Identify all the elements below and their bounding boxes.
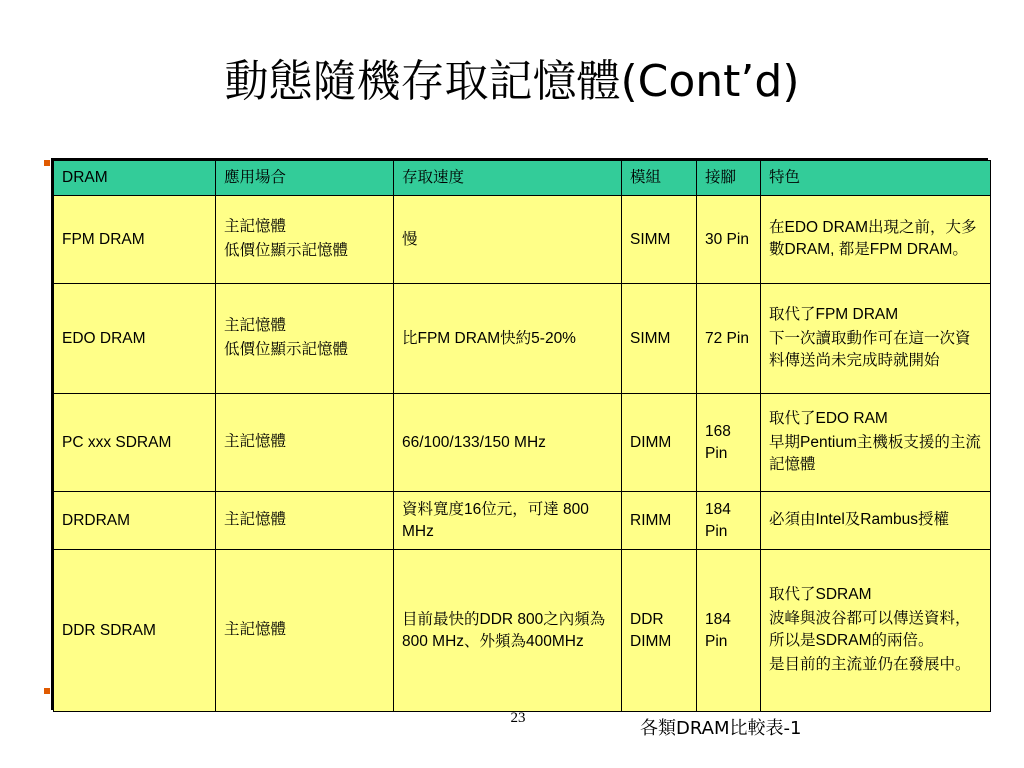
cell-usage (216, 394, 394, 492)
table-header-row (54, 161, 991, 196)
table-row (54, 492, 991, 550)
table-caption: 各類DRAM比較表-1 (640, 718, 802, 739)
cell-speed: 66/100/133/150 MHz (394, 394, 622, 492)
usage-line: 主記憶體 (224, 217, 287, 235)
feature-line: 下一次讀取動作可在這一次資料傳送尚未完成時就開始 (769, 329, 971, 369)
cell-features (761, 196, 991, 284)
cell-module: RIMM (622, 492, 697, 550)
feature-line: 取代了FPM DRAM (769, 305, 899, 323)
cell-module: DDR DIMM (622, 550, 697, 712)
dram-comparison-table (51, 158, 988, 710)
cell-dram: DRDRAM (54, 492, 216, 550)
usage-line: 主記憶體 (224, 510, 287, 528)
feature-line: 取代了EDO RAM (769, 409, 888, 427)
cell-dram: FPM DRAM (54, 196, 216, 284)
cell-speed: 比FPM DRAM快約5-20% (394, 284, 622, 394)
feature-line: 取代了SDRAM (769, 585, 872, 603)
cell-dram: EDO DRAM (54, 284, 216, 394)
slide-title: 動態隨機存取記憶體(Cont’d) (224, 56, 800, 107)
usage-line: 低價位顯示記憶體 (224, 340, 349, 358)
cell-pins: 30 Pin (697, 196, 761, 284)
header-pins: 接腳 (697, 161, 761, 196)
feature-line: 早期Pentium主機板支援的主流記憶體 (769, 433, 981, 473)
cell-speed: 慢 (394, 196, 622, 284)
bullet-marker-bottom (44, 688, 50, 694)
usage-line: 主記憶體 (224, 620, 287, 638)
cell-pins: 184 Pin (697, 492, 761, 550)
header-module: 模組 (622, 161, 697, 196)
cell-features (761, 550, 991, 712)
feature-line: 波峰與波谷都可以傳送資料，所以是SDRAM的兩倍。 (769, 609, 971, 649)
header-usage: 應用場合 (216, 161, 394, 196)
cell-features (761, 492, 991, 550)
cell-module: SIMM (622, 196, 697, 284)
cell-features (761, 394, 991, 492)
cell-module: SIMM (622, 284, 697, 394)
cell-pins: 72 Pin (697, 284, 761, 394)
feature-line: 在EDO DRAM出現之前，大多數DRAM, 都是FPM DRAM。 (769, 218, 977, 258)
cell-dram: DDR SDRAM (54, 550, 216, 712)
cell-usage (216, 550, 394, 712)
table-row (54, 284, 991, 394)
feature-line: 必須由Intel及Rambus授權 (769, 510, 950, 528)
table-row (54, 196, 991, 284)
cell-usage (216, 492, 394, 550)
table-row (54, 550, 991, 712)
usage-line: 主記憶體 (224, 316, 287, 334)
header-dram: DRAM (54, 161, 216, 196)
cell-speed: 目前最快的DDR 800之內頻為800 MHz、外頻為400MHz (394, 550, 622, 712)
feature-line: 是目前的主流並仍在發展中。 (769, 655, 971, 673)
cell-usage (216, 196, 394, 284)
cell-pins: 168 Pin (697, 394, 761, 492)
usage-line: 低價位顯示記憶體 (224, 241, 349, 259)
usage-line: 主記憶體 (224, 432, 287, 450)
cell-dram: PC xxx SDRAM (54, 394, 216, 492)
cell-pins: 184 Pin (697, 550, 761, 712)
header-features: 特色 (761, 161, 991, 196)
table-row (54, 394, 991, 492)
cell-speed: 資料寬度16位元，可達 800 MHz (394, 492, 622, 550)
cell-features (761, 284, 991, 394)
header-speed: 存取速度 (394, 161, 622, 196)
cell-module: DIMM (622, 394, 697, 492)
cell-usage (216, 284, 394, 394)
page-number: 23 (510, 710, 526, 726)
bullet-marker-top (44, 160, 50, 166)
